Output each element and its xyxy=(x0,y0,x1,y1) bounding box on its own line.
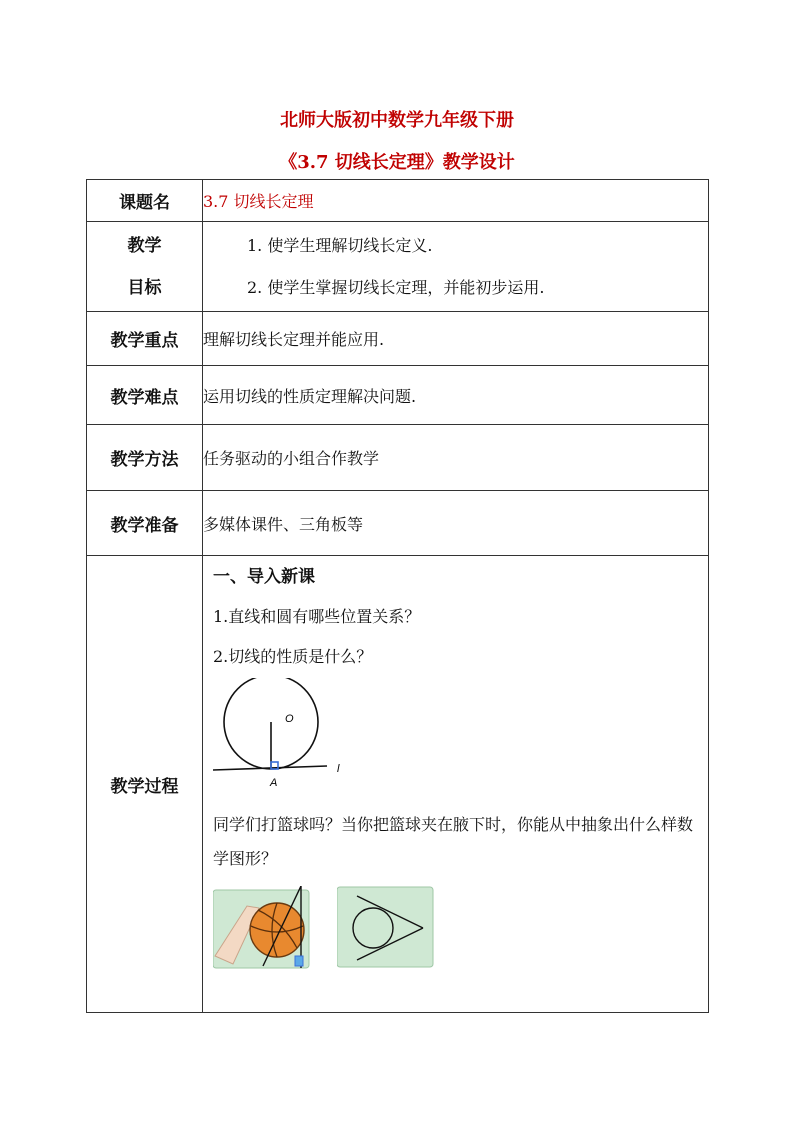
goal-item-1: 1. 使学生理解切线长定义. xyxy=(247,235,433,255)
label-method: 教学方法 xyxy=(87,425,203,491)
label-difficulty: 教学难点 xyxy=(87,366,203,425)
label-goals-line2: 目标 xyxy=(127,277,162,298)
label-key-point: 教学重点 xyxy=(87,312,203,366)
basketball-paragraph: 同学们打篮球吗？当你把篮球夹在腋下时，你能从中抽象出什么样数学图形？ xyxy=(213,815,694,868)
doc-title-line2: 《3.7 切线长定理》教学设计 xyxy=(279,152,515,173)
value-goals xyxy=(203,222,709,312)
label-process: 教学过程 xyxy=(87,556,203,1013)
row-goals xyxy=(87,222,709,312)
lesson-plan-table xyxy=(86,179,709,1013)
doc-title-line1: 北师大版初中数学九年级下册 xyxy=(280,110,514,131)
figure-pair xyxy=(213,886,700,971)
basketball-photo xyxy=(213,886,311,970)
row-method xyxy=(87,425,709,491)
question-1: 1.直线和圆有哪些位置关系？ xyxy=(213,607,421,626)
row-prep xyxy=(87,491,709,556)
label-a: A xyxy=(270,777,278,789)
section-heading-intro: 一、导入新课 xyxy=(213,567,315,587)
value-prep: 多媒体课件、三角板等 xyxy=(203,491,709,556)
value-process xyxy=(203,556,709,1013)
label-topic: 课题名 xyxy=(87,180,203,222)
tangent-figure xyxy=(213,678,343,798)
goal-item-2: 2. 使学生掌握切线长定理，并能初步运用. xyxy=(247,277,545,297)
row-topic xyxy=(87,180,709,222)
label-o: O xyxy=(285,713,294,725)
row-difficulty xyxy=(87,366,709,425)
value-difficulty: 运用切线的性质定理解决问题. xyxy=(203,366,709,425)
label-goals xyxy=(87,222,203,312)
value-key-point: 理解切线长定理并能应用. xyxy=(203,312,709,366)
label-prep: 教学准备 xyxy=(87,491,203,556)
value-topic: 3.7 切线长定理 xyxy=(203,180,709,222)
label-goals-line1: 教学 xyxy=(127,235,162,256)
circle-tangents-figure xyxy=(337,886,435,970)
question-2: 2.切线的性质是什么？ xyxy=(213,647,373,666)
row-process xyxy=(87,556,709,1013)
label-l: l xyxy=(337,763,340,775)
value-method: 任务驱动的小组合作教学 xyxy=(203,425,709,491)
row-key-point xyxy=(87,312,709,366)
